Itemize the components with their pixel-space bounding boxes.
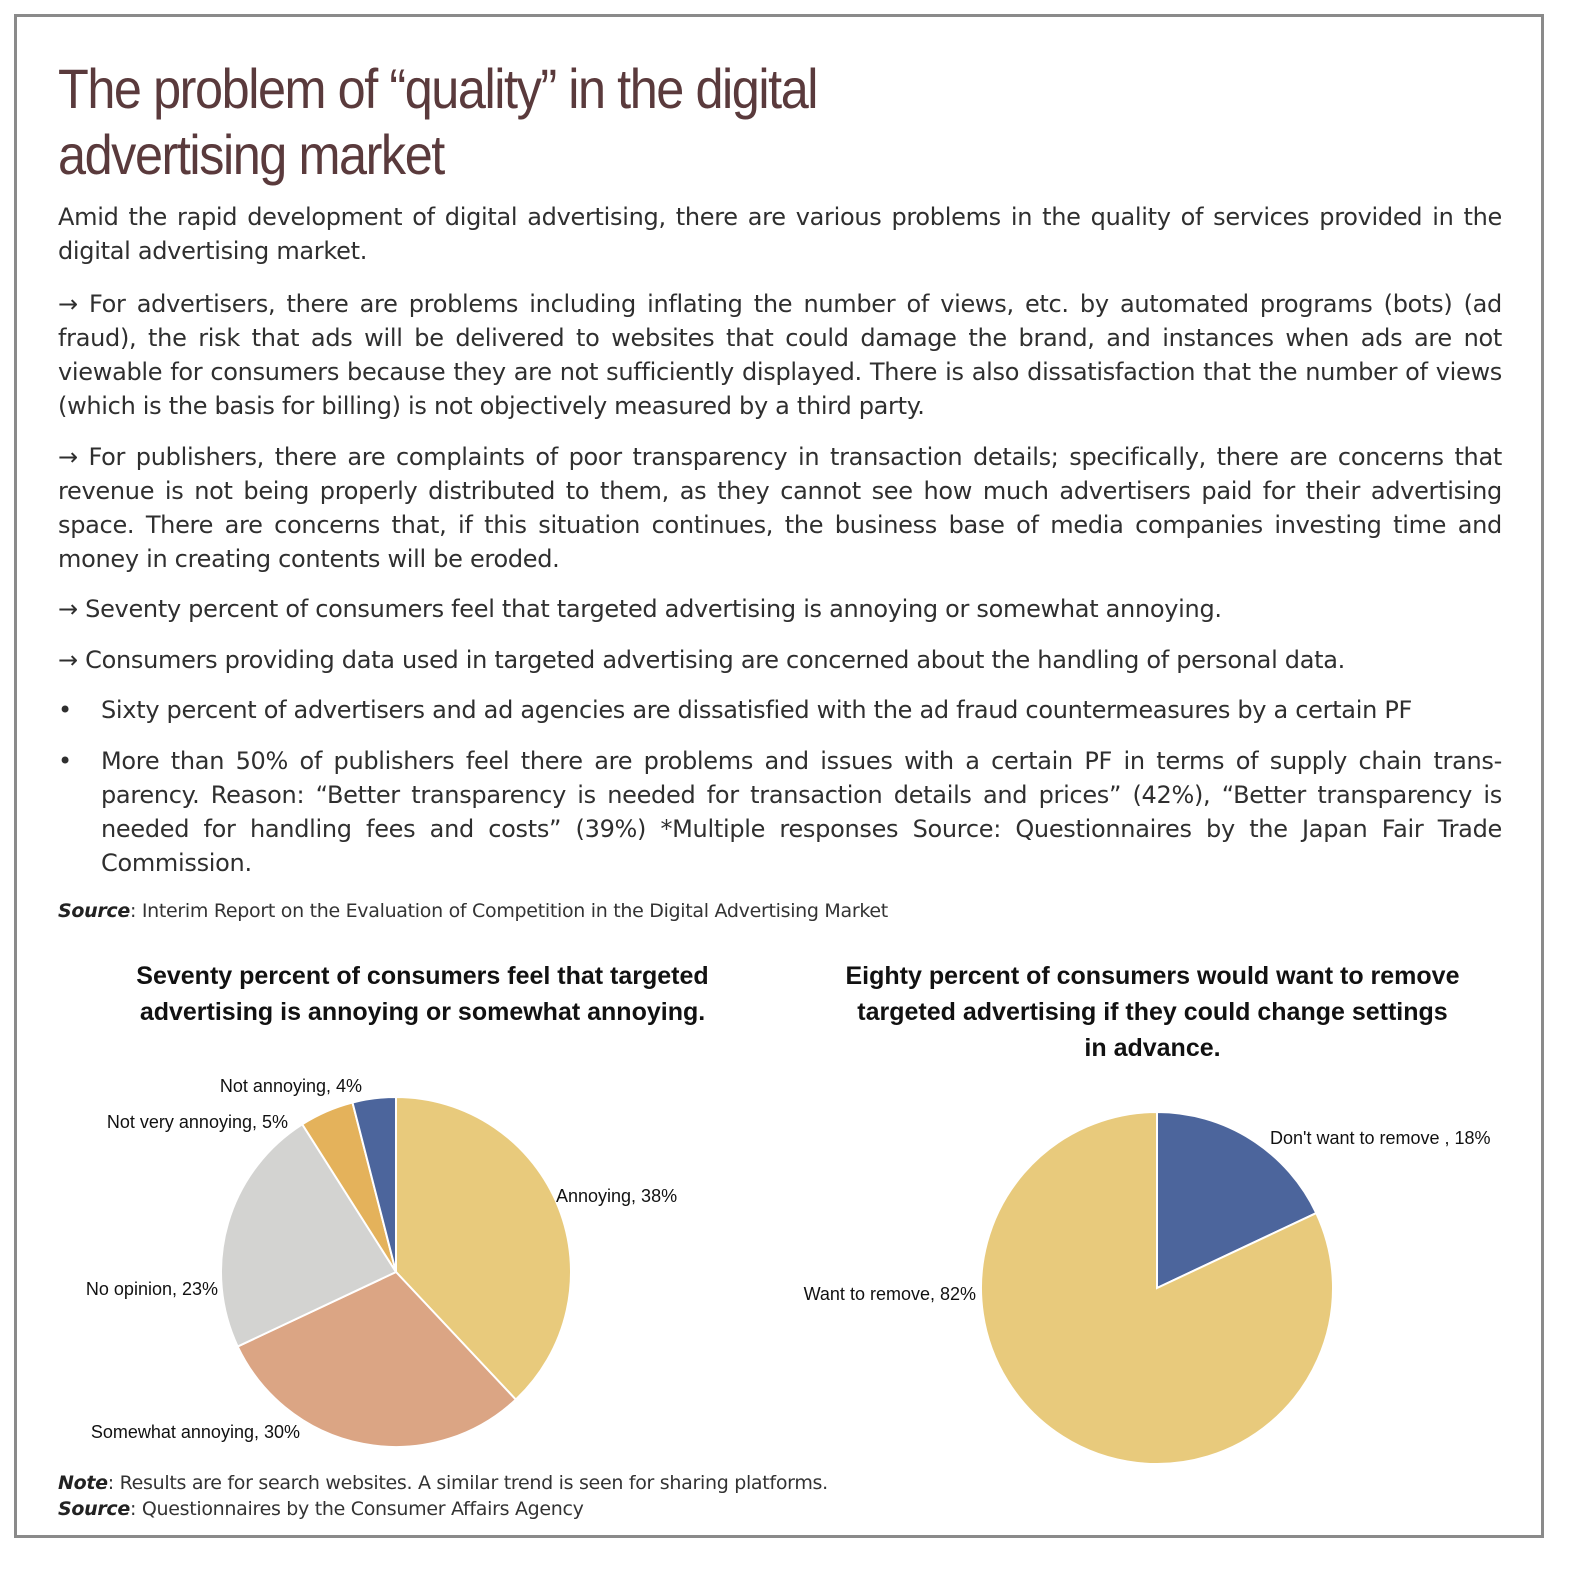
pie-slice-label: Annoying, 38% xyxy=(556,1186,678,1206)
bullet-item xyxy=(58,693,1502,727)
arrow-icon: → xyxy=(58,595,78,623)
pie-chart-annoying xyxy=(0,1060,780,1470)
source-label: Source xyxy=(58,900,130,922)
bullet-text: More than 50% of publishers feel there are problems and issues with a certain PF in terms of supply chain trans-parency. Reason: “Better transparency is needed for transaction details and prices” (42%), “Better transparency is needed for handling fees and costs” (39%) *Multiple responses Source: Questionnaires by the Japan Fair Trade Commission. xyxy=(101,747,1502,877)
pie-slice-label: Want to remove, 82% xyxy=(803,1284,976,1304)
arrow-icon: → xyxy=(58,290,78,318)
source-text: : Interim Report on the Evaluation of Competition in the Digital Advertising Market xyxy=(129,900,888,922)
bullet-icon: • xyxy=(58,747,72,775)
point-advertisers xyxy=(58,287,1502,423)
point-text: Seventy percent of consumers feel that targeted advertising is annoying or somewhat annoying. xyxy=(85,595,1222,623)
point-publishers xyxy=(58,440,1502,576)
source-label: Source xyxy=(58,1498,130,1520)
intro-text: Amid the rapid development of digital advertising, there are various problems in the quality of services provided in the digital advertising market. xyxy=(58,203,1502,265)
pie-slice-label: Not very annoying, 5% xyxy=(106,1112,288,1132)
page-title: The problem of “quality” in the digital advertising market xyxy=(58,57,818,186)
arrow-icon: → xyxy=(58,646,78,674)
note-line xyxy=(58,1470,828,1496)
source-text: : Questionnaires by the Consumer Affairs Agency xyxy=(129,1498,584,1520)
intro-paragraph xyxy=(58,200,1502,268)
pie-slice-label: No opinion, 23% xyxy=(85,1279,218,1299)
pie-slice-label: Not annoying, 4% xyxy=(219,1076,362,1096)
chart-title-left: Seventy percent of consumers feel that targeted advertising is annoying or somewhat annoying. xyxy=(136,962,709,1026)
pie-chart-remove xyxy=(780,1090,1540,1480)
point-consumers-annoying xyxy=(58,592,1502,626)
arrow-icon: → xyxy=(58,443,78,471)
chart-title-right: Eighty percent of consumers would want to remove targeted advertising if they could change settings in advance. xyxy=(845,962,1460,1062)
bullet-item xyxy=(58,744,1502,880)
bullet-text: Sixty percent of advertisers and ad agencies are dissatisfied with the ad fraud countermeasures by a certain PF xyxy=(101,696,1412,724)
point-text: For advertisers, there are problems including inflating the number of views, etc. by automated programs (bots) (ad fraud), the risk that ads will be delivered to websites that could damage the brand, and instances when ads are not viewable for consumers because they are not sufficiently displayed. There is also dissatisfaction that the number of views (which is the basis for billing) is not objectively measured by a third party. xyxy=(58,290,1502,420)
note-label: Note xyxy=(58,1472,108,1494)
chart-notes xyxy=(58,1470,828,1522)
point-text: Consumers providing data used in targeted advertising are concerned about the handling of personal data. xyxy=(85,646,1345,674)
point-text: For publishers, there are complaints of poor transparency in transaction details; specifically, there are concerns that revenue is not being properly distributed to them, as they cannot see how much advertisers paid for their advertising space. There are concerns that, if this situation continues, the business base of media companies investing time and money in creating contents will be eroded. xyxy=(58,443,1502,573)
pie-slice-label: Somewhat annoying, 30% xyxy=(90,1422,300,1442)
pie-slice-label: Don't want to remove , 18% xyxy=(1270,1128,1491,1148)
source-line xyxy=(58,1496,828,1522)
point-consumers-data xyxy=(58,643,1502,677)
source-citation xyxy=(58,900,888,922)
bullet-icon: • xyxy=(58,696,72,724)
note-text: : Results are for search websites. A similar trend is seen for sharing platforms. xyxy=(107,1472,828,1494)
